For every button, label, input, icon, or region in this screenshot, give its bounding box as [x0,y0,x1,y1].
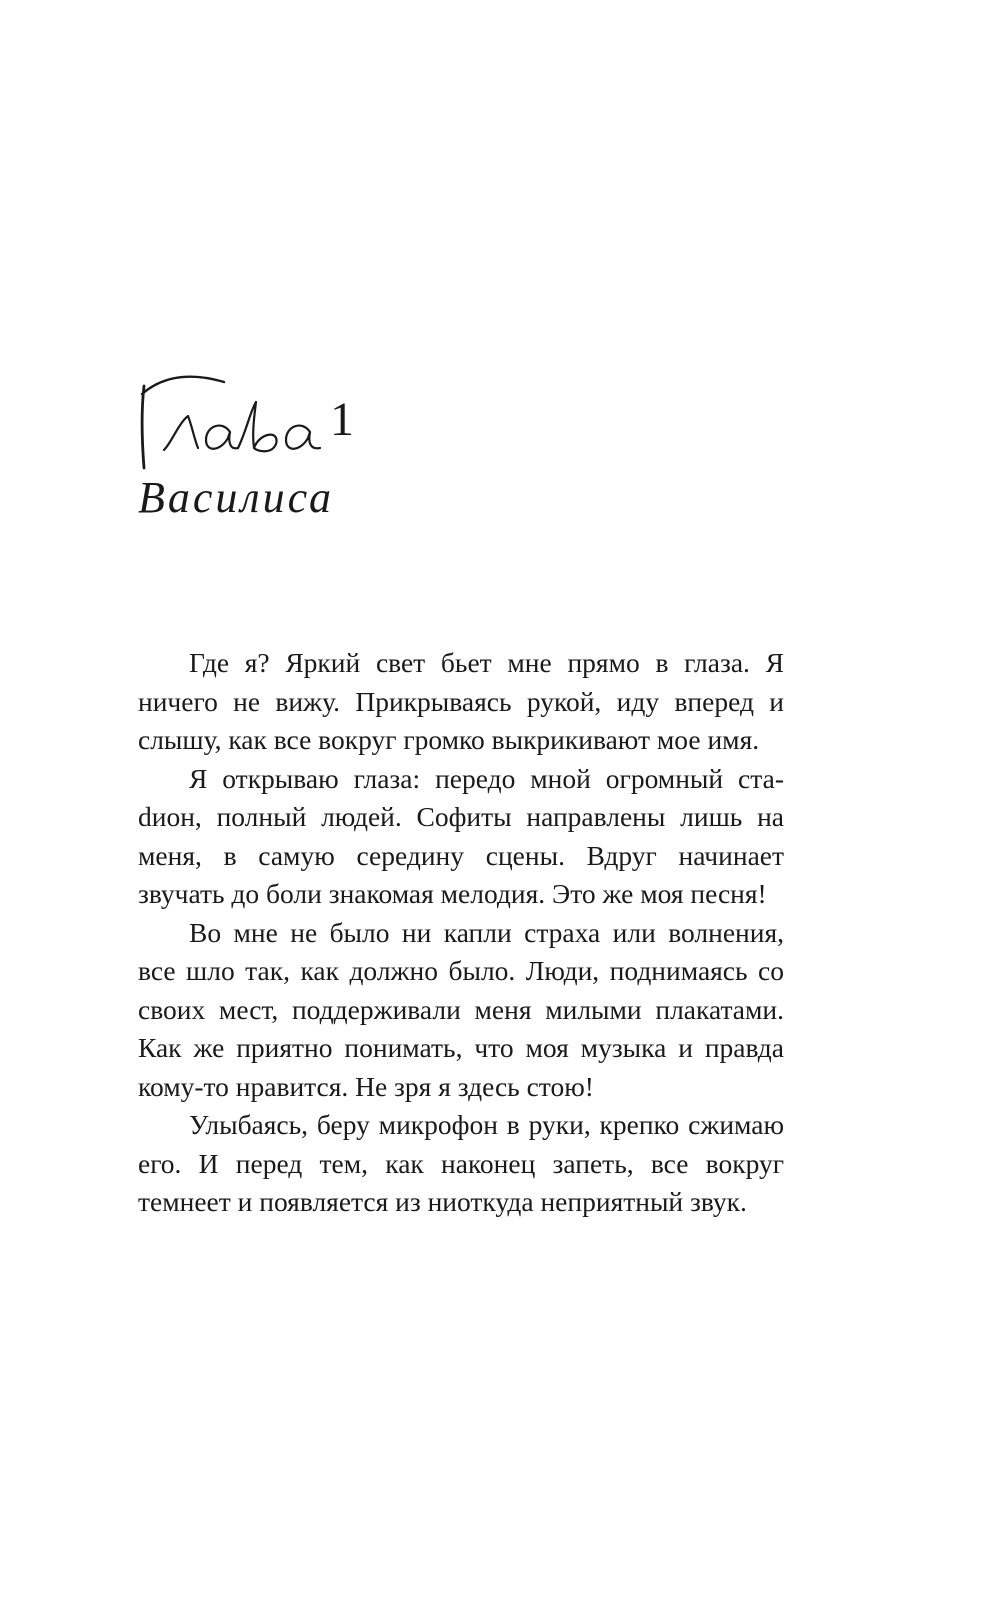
chapter-number: 1 [330,393,354,446]
chapter-heading [138,372,538,572]
paragraph: Я открываю глаза: передо мной огромный стаdион, полный людей. Софиты направлены лишь на меня, в самую середину сцены. Вдруг начинает звучать до боли знакомая мелодия. Это же моя песня! [138,762,784,909]
paragraph: Во мне не было ни капли страха или волнения, все шло так, как должно было. Люди, поднимаясь со своих мест, поддерживали меня милыми плакатами. Как же приятно понимать, что моя музыка и правда кому-то нравится. Не зря я здесь стою! [138,916,784,1102]
chapter-title-line [138,372,538,482]
chapter-word-handwritten [138,372,323,482]
chapter-subtitle: Василиса [138,473,334,522]
paragraph: Где я? Яркий свет бьет мне прямо в глаза. Я ничего не вижу. Прикрываясь рукой, иду вперед и слышу, как все вокруг громко выкрикивают мое имя. [138,647,784,755]
paragraph: Улыбаясь, беру микрофон в руки, крепко сжимаю его. И перед тем, как наконец запеть, все вокруг темнеет и появляется из ниоткуда неприятный звук. [138,1109,784,1217]
chapter-body-text [138,644,784,1222]
